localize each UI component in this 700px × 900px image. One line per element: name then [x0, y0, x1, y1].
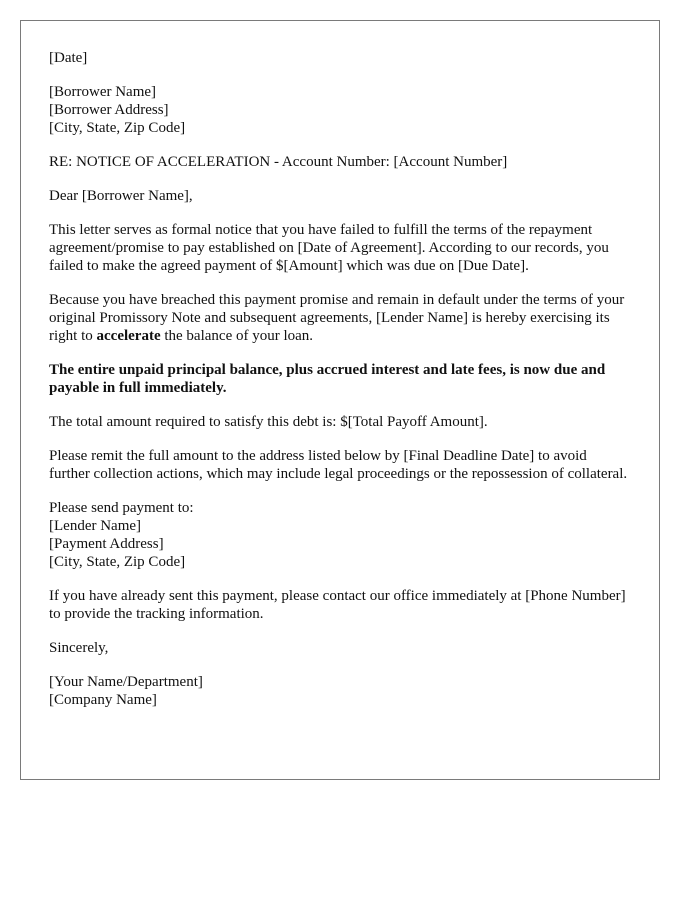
letter-closing: Sincerely,	[49, 640, 109, 656]
payment-intro: Please send payment to:	[49, 500, 194, 516]
borrower-city-state-zip: [City, State, Zip Code]	[49, 120, 186, 136]
total-amount-line: The total amount required to satisfy this debt is: $[Total Payoff Amount].	[49, 414, 488, 430]
payment-lender-name: [Lender Name]	[49, 518, 142, 534]
letter-date: [Date]	[49, 50, 88, 66]
letter-document	[20, 20, 660, 780]
signature-company: [Company Name]	[49, 692, 157, 708]
letter-subject: RE: NOTICE OF ACCELERATION - Account Number: [Account Number]	[49, 154, 508, 170]
payment-address-block	[49, 499, 631, 571]
paragraph-contact: If you have already sent this payment, please contact our office immediately at [Phone Number] to provide the tracking information.	[49, 588, 626, 622]
paragraph-remit: Please remit the full amount to the address listed below by [Final Deadline Date] to avoid further collection actions, which may include legal proceedings or the repossession of collateral.	[49, 448, 628, 482]
signature-block	[49, 673, 631, 709]
bold-due-notice: The entire unpaid principal balance, plus accrued interest and late fees, is now due and payable in full immediately.	[49, 362, 606, 396]
acceleration-text-before: Because you have breached this payment promise and remain in default under the terms of your original Promissory Note and subsequent agreements, [Lender Name] is hereby exercising its right to	[49, 292, 625, 344]
acceleration-text-after: the balance of your loan.	[160, 328, 314, 344]
borrower-address: [Borrower Address]	[49, 102, 169, 118]
paragraph-failed-payment: This letter serves as formal notice that you have failed to fulfill the terms of the repayment agreement/promise to pay established on [Date of Agreement]. According to our records, you failed to make the agreed payment of $[Amount] which was due on [Due Date].	[49, 222, 609, 274]
payment-city-state-zip: [City, State, Zip Code]	[49, 554, 186, 570]
borrower-address-block	[49, 83, 631, 137]
signature-name-department: [Your Name/Department]	[49, 674, 203, 690]
payment-address: [Payment Address]	[49, 536, 164, 552]
letter-salutation: Dear [Borrower Name],	[49, 188, 193, 204]
borrower-name: [Borrower Name]	[49, 84, 157, 100]
acceleration-emphasis: accelerate	[96, 328, 161, 344]
paragraph-acceleration	[49, 291, 631, 345]
